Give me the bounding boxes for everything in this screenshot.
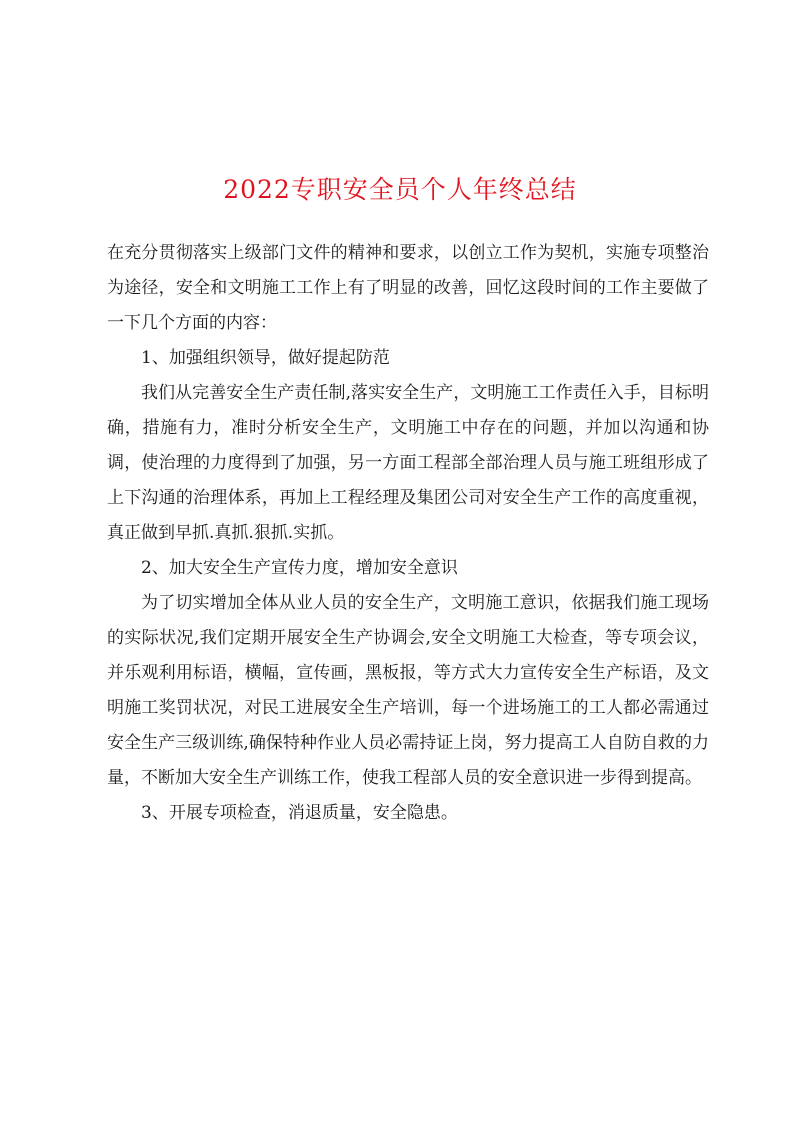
section-heading-2: 2、加大安全生产宣传力度，增加安全意识 [141,558,458,578]
document-title: 2022专职安全员个人年终总结 [223,175,577,204]
section-heading-1: 1、加强组织领导，做好提起防范 [141,348,390,368]
section-paragraph-1: 我们从完善安全生产责任制,落实安全生产，文明施工工作责任入手，目标明确，措施有力，准时分析安全生产，文明施工中存在的问题，并加以沟通和协调，使治理的力度得到了加强，另一方面工程部全部治理人员与施工班组形成了上下沟通的治理体系，再加上工程经理及集团公司对安全生产工作的高度重视，真正做到早抓.真抓.狠抓.实抓。 [107,383,709,543]
intro-paragraph: 在充分贯彻落实上级部门文件的精神和要求，以创立工作为契机，实施专项整治为途径，安全和文明施工工作上有了明显的改善，回忆这段时间的工作主要做了一下几个方面的内容： [107,243,709,333]
document-body [107,236,709,831]
section-paragraph-2: 为了切实增加全体从业人员的安全生产，文明施工意识，依据我们施工现场的实际状况,我们定期开展安全生产协调会,安全文明施工大检查，等专项会议，并乐观利用标语，横幅，宣传画，黑板报，等方式大力宣传安全生产标语，及文明施工奖罚状况，对民工进展安全生产培训，每一个进场施工的工人都必需通过安全生产三级训练,确保特种作业人员必需持证上岗，努力提高工人自防自救的力量，不断加大安全生产训练工作，使我工程部人员的安全意识进一步得到提高。 [107,593,709,788]
section-heading-3: 3、开展专项检查，消退质量，安全隐患。 [141,803,458,823]
